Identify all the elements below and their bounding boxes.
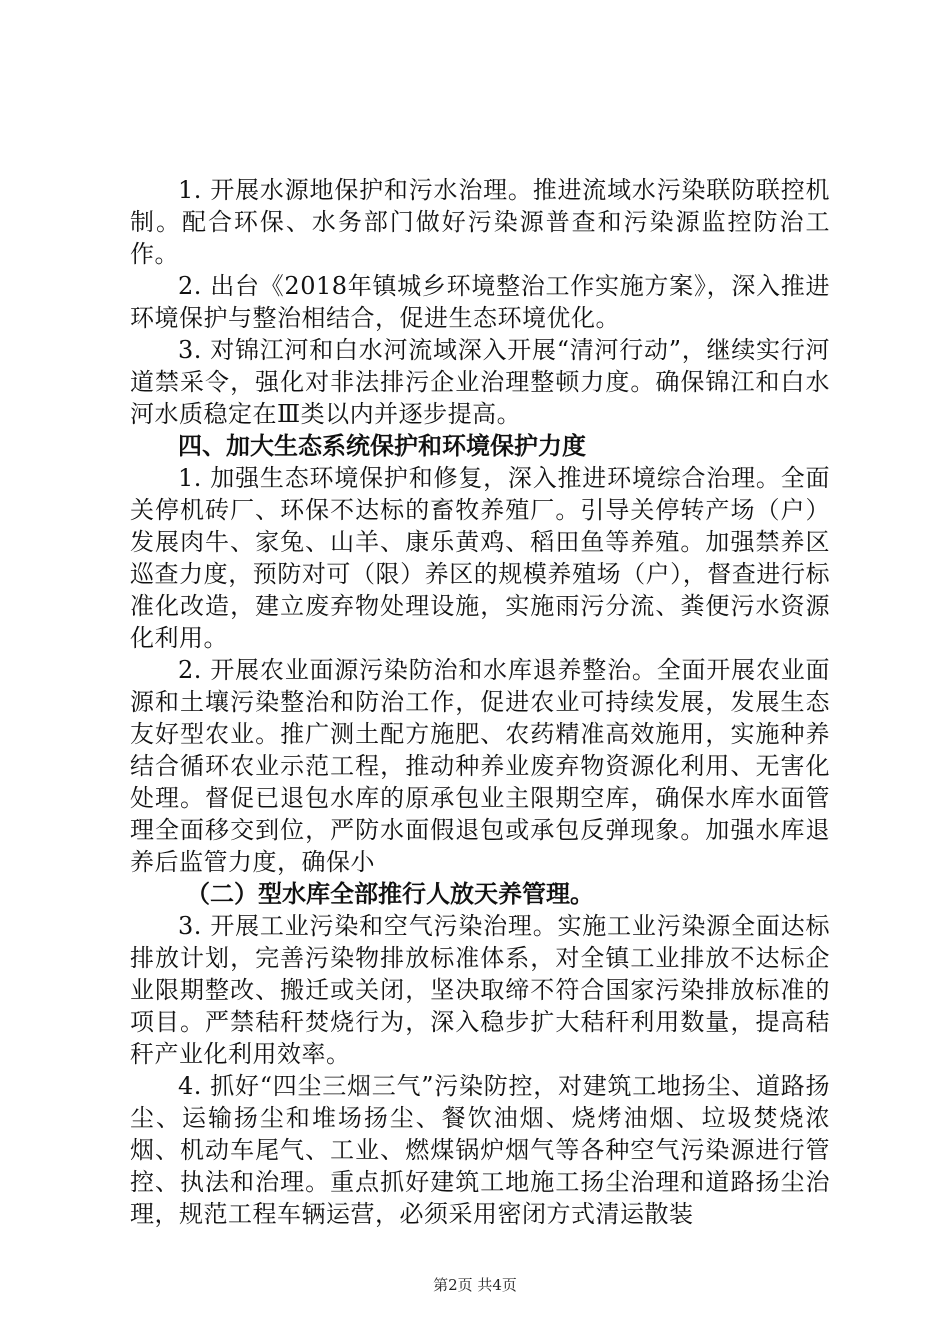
paragraph-agri-pollution: 2. 开展农业面源污染防治和水库退养整治。全面开展农业面源和土壤污染整治和防治工作，促进农业可持续发展，发展生态友好型农业。推广测土配方施肥、农药精准高效施用，实施种养结合循环农业示范工程，推动种养业废弃物资源化利用、无害化处理。督促已退包水库的原承包业主限期空库，确保水库水面管理全面移交到位，严防水面假退包或承包反弹现象。加强水库退养后监管力度，确保小 bbox=[130, 656, 830, 876]
paragraph-water-source: 1. 开展水源地保护和污水治理。推进流域水污染联防联控机制。配合环保、水务部门做好污染源普查和污染源监控防治工作。 bbox=[130, 176, 830, 268]
paragraph-clean-river: 3. 对锦江河和白水河流域深入开展“清河行动”，继续实行河道禁采令，强化对非法排污企业治理整顿力度。确保锦江和白水河水质稳定在Ⅲ类以内并逐步提高。 bbox=[130, 336, 830, 428]
paragraph-dust-smoke: 4. 抓好“四尘三烟三气”污染防控，对建筑工地扬尘、道路扬尘、运输扬尘和堆场扬尘、餐饮油烟、烧烤油烟、垃圾焚烧浓烟、机动车尾气、工业、燃煤锅炉烟气等各种空气污染源进行管控、执法和治理。重点抓好建筑工地施工扬尘治理和道路扬尘治理，规范工程车辆运营，必须采用密闭方式清运散装 bbox=[130, 1072, 830, 1228]
paragraph-industrial-air: 3. 开展工业污染和空气污染治理。实施工业污染源全面达标排放计划，完善污染物排放标准体系，对全镇工业排放不达标企业限期整改、搬迁或关闭，坚决取缔不符合国家污染排放标准的项目。严禁秸秆焚烧行为，深入稳步扩大秸秆利用数量，提高秸秆产业化利用效率。 bbox=[130, 912, 830, 1068]
page-footer: 第2页 共4页 bbox=[433, 1276, 517, 1294]
paragraph-eco-protection: 1. 加强生态环境保护和修复，深入推进环境综合治理。全面关停机砖厂、环保不达标的畜牧养殖厂。引导关停转产场（户）发展肉牛、家兔、山羊、康乐黄鸡、稻田鱼等养殖。加强禁养区巡查力度，预防对可（限）养区的规模养殖场（户），督查进行标准化改造，建立废弃物处理设施，实施雨污分流、粪便污水资源化利用。 bbox=[130, 464, 830, 652]
document-body bbox=[130, 174, 830, 1230]
section-heading-ecosystem: 四、加大生态系统保护和环境保护力度 bbox=[178, 432, 586, 460]
paragraph-plan-2018: 2. 出台《2018年镇城乡环境整治工作实施方案》，深入推进环境保护与整治相结合，促进生态环境优化。 bbox=[130, 272, 830, 332]
subsection-heading-reservoir: （二）型水库全部推行人放天养管理。 bbox=[186, 880, 594, 908]
